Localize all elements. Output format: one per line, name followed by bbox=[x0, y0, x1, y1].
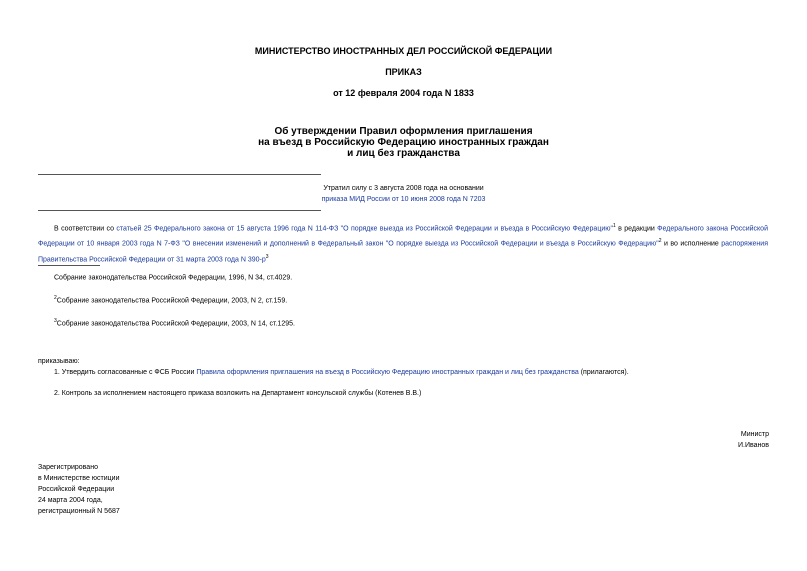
signature-name: И.Иванов bbox=[737, 442, 769, 449]
footnote-3: $^3$Собрание законодательства Российской Федерации, 2003, N 14, ст.1295. bbox=[54, 318, 295, 328]
title-line-3: и лиц без гражданства bbox=[347, 148, 460, 159]
footnote-rule bbox=[38, 265, 100, 266]
decree-390-link[interactable]: распоряжения Правительства Российской Федерации от 31 марта 2003 года N 390-р bbox=[38, 240, 768, 263]
rules-link[interactable]: Правила оформления приглашения на въезд в Российскую Федерацию иностранных граждан и лиц без гражданства bbox=[196, 369, 579, 376]
preamble-text-3: и во исполнение bbox=[661, 240, 722, 248]
date-number-heading: от 12 февраля 2004 года N 1833 bbox=[333, 88, 474, 98]
registration-line-3: Российской Федерации bbox=[38, 486, 115, 493]
signature-position: Министр bbox=[740, 431, 769, 438]
preamble-text-2: в редакции bbox=[615, 225, 658, 233]
status-text: Утратил силу с 3 августа 2008 года на основании bbox=[323, 185, 484, 192]
preamble-paragraph bbox=[38, 220, 768, 266]
status-link[interactable]: приказа МИД России от 10 июня 2008 года N 7203 bbox=[321, 196, 486, 203]
status-rule-bottom bbox=[38, 210, 321, 211]
registration-line-1: Зарегистрировано bbox=[38, 464, 98, 471]
title-line-2: на въезд в Российскую Федерацию иностранных граждан bbox=[258, 137, 549, 148]
order-lead: приказываю: bbox=[38, 358, 80, 365]
footnote-1: Собрание законодательства Российской Федерации, 1996, N 34, ст.4029. bbox=[54, 274, 293, 282]
registration-line-2: в Министерстве юстиции bbox=[38, 475, 120, 482]
preamble-text-1: В соответствии со bbox=[54, 225, 117, 233]
footnote-2: $^2$Собрание законодательства Российской Федерации, 2003, N 2, ст.159. bbox=[54, 295, 288, 305]
doc-type-heading: ПРИКАЗ bbox=[385, 67, 422, 77]
law-114-link[interactable]: статьей 25 Федерального закона от 15 августа 1996 года N 114-ФЗ "О порядке выезда из Российской Федерации и въезда в Российскую Федерацию" bbox=[116, 225, 613, 233]
ministry-heading: МИНИСТЕРСТВО ИНОСТРАННЫХ ДЕЛ РОССИЙСКОЙ ФЕДЕРАЦИИ bbox=[254, 46, 553, 56]
footnote-ref-1: 1 bbox=[612, 223, 616, 229]
order-item-1: 1. Утвердить согласованные с ФСБ России Правила оформления приглашения на въезд в Российскую Федерацию иностранных граждан и лиц без гражданства (прилагаются). bbox=[54, 369, 629, 376]
law-7-link[interactable]: Федерального закона Российской Федерации от 10 января 2003 года N 7-ФЗ "О внесении изменений и дополнений в Федеральный закон "О порядке выезда из Российской Федерации и въезда в Российскую Федерацию" bbox=[38, 225, 768, 248]
status-rule-top bbox=[38, 174, 321, 175]
order-item-2: 2. Контроль за исполнением настоящего приказа возложить на Департамент консульской службы (Котенев В.В.) bbox=[54, 390, 422, 397]
registration-line-5: регистрационный N 5687 bbox=[38, 508, 120, 515]
footnote-ref-3: 3 bbox=[265, 253, 269, 260]
registration-line-4: 24 марта 2004 года, bbox=[38, 497, 103, 504]
footnote-ref-2: 2 bbox=[658, 238, 662, 245]
title-line-1: Об утверждении Правил оформления приглашения bbox=[274, 126, 533, 137]
